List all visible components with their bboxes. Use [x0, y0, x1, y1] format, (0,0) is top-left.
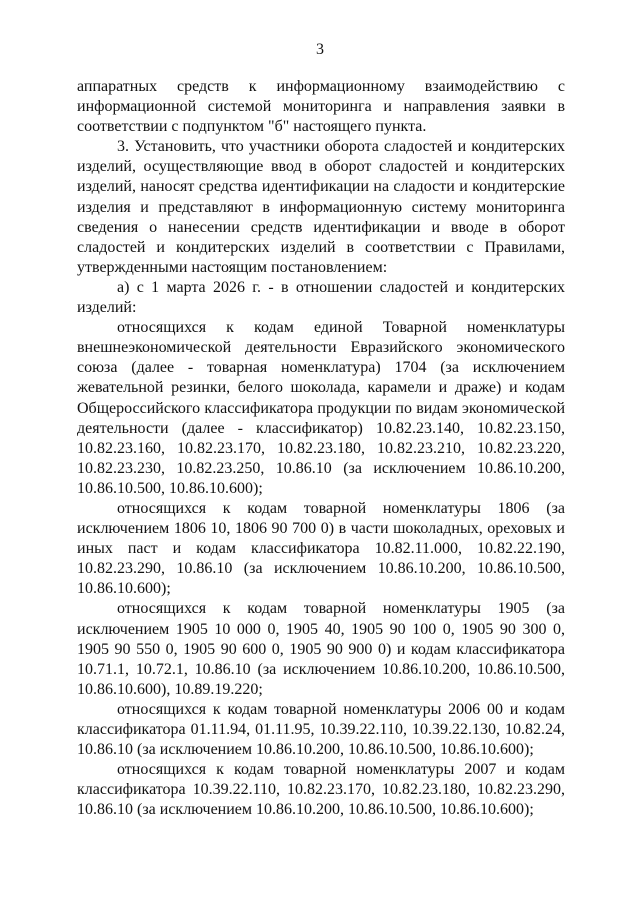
page-number: 3	[316, 41, 324, 58]
paragraph-codes-1905: относящихся к кодам товарной номенклатуры 1905 (за исключением 1905 10 000 0, 1905 40, 1905 90 100 0, 1905 90 300 0, 1905 90 550 0, 1905 90 600 0, 1905 90 900 0) и кодам классификатора 10.71.1, 10.72.1, 10.86.10 (за исключением 10.86.10.200, 10.86.10.500, 10.86.10.600), 10.89.19.220;	[77, 600, 565, 698]
paragraph-subitem-a: а) с 1 марта 2026 г. - в отношении сладостей и кондитерских изделий:	[77, 278, 565, 317]
paragraph-item-3: 3. Установить, что участники оборота сладостей и кондитерских изделий, осуществляющие ввод в оборот сладостей и кондитерских изделий, наносят средства идентификации на сладости и кондитерские изделия и представляют в информационную систему мониторинга сведения о нанесении средств идентификации и вводе в оборот сладостей и кондитерских изделий в соответствии с Правилами, утвержденными настоящим постановлением:	[77, 138, 565, 276]
paragraph-codes-2006: относящихся к кодам товарной номенклатуры 2006 00 и кодам классификатора 01.11.94, 01.11.95, 10.39.22.110, 10.39.22.130, 10.82.24, 10.86.10 (за исключением 10.86.10.200, 10.86.10.500, 10.86.10.600);	[77, 700, 565, 759]
paragraph-codes-2007: относящихся к кодам товарной номенклатуры 2007 и кодам классификатора 10.39.22.110, 10.82.23.170, 10.82.23.180, 10.82.23.290, 10.86.10 (за исключением 10.86.10.200, 10.86.10.500, 10.86.10.600);	[77, 761, 565, 819]
paragraph-codes-1806: относящихся к кодам товарной номенклатуры 1806 (за исключением 1806 10, 1806 90 700 0) в части шоколадных, ореховых и иных паст и кодам классификатора 10.82.11.000, 10.82.22.190, 10.82.23.290, 10.86.10 (за исключением 10.86.10.200, 10.86.10.500, 10.86.10.600);	[77, 499, 565, 598]
paragraph-continuation: аппаратных средств к информационному взаимодействию с информационной системой мониторинга и направления заявки в соответствии с подпунктом "б" настоящего пункта.	[77, 78, 565, 136]
paragraph-codes-1704: относящихся к кодам единой Товарной номенклатуры внешнеэкономической деятельности Евразийского экономического союза (далее - товарная номенклатура) 1704 (за исключением жевательной резинки, белого шоколада, карамели и драже) и кодам Общероссийского классификатора продукции по видам экономической деятельности (далее - классификатор) 10.82.23.140, 10.82.23.150, 10.82.23.160, 10.82.23.170, 10.82.23.180, 10.82.23.210, 10.82.23.220, 10.82.23.230, 10.82.23.250, 10.86.10 (за исключением 10.86.10.200, 10.86.10.500, 10.86.10.600);	[77, 319, 565, 497]
document-body	[77, 77, 565, 820]
